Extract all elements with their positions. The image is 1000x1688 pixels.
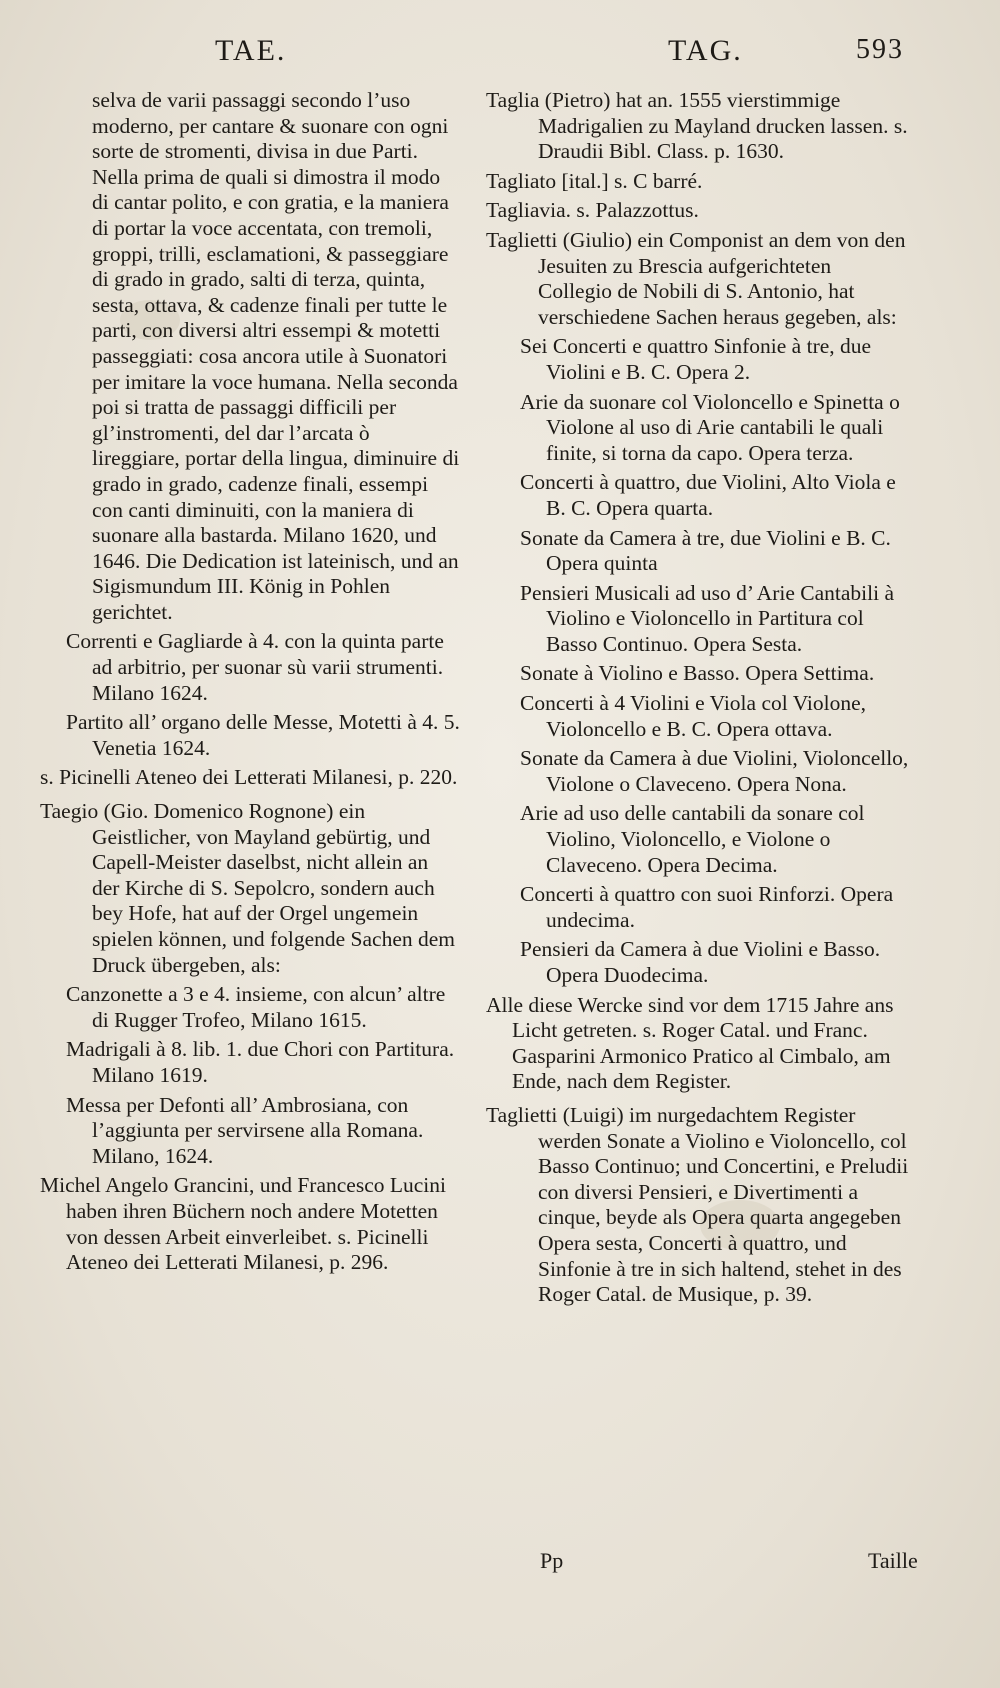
text-paragraph: Partito all’ organo delle Messe, Motetti à 4. 5. Venetia 1624. (66, 710, 460, 760)
text-paragraph: Alle diese Wercke sind vor dem 1715 Jahre ans Licht getreten. s. Roger Catal. und Franc. Gasparini Armonico Pratico al Cimbalo, am Ende, nach dem Register. (486, 992, 894, 1094)
text-paragraph: Concerti à 4 Violini e Viola col Violone, Violoncello e B. C. Opera ottava. (520, 691, 867, 741)
text-paragraph: Taglia (Pietro) hat an. 1555 vierstimmige Madrigalien zu Mayland drucken lassen. s. Draudii Bibl. Class. p. 1630. (486, 88, 908, 164)
text-paragraph: Taglietti (Luigi) im nurgedachtem Register werden Sonate a Violino e Violoncello, col Basso Continuo; und Concertini, e Preludii con diversi Pensieri, e Divertimenti a cinque, beyde als Opera quarta angegeben Opera sesta, Concerti à quattro, und Sinfonie à tre in sich haltend, stehet in des Roger Catal. de Musique, p. 39. (486, 1102, 909, 1307)
right-column-heading: TAG. (668, 34, 743, 67)
text-paragraph: Michel Angelo Grancini, und Francesco Lucini haben ihren Büchern noch andere Motetten von dessen Arbeit einverleibet. s. Picinelli Ateneo dei Letterati Milanesi, p. 296. (40, 1173, 447, 1275)
text-paragraph: Taegio (Gio. Domenico Rognone) ein Geistlicher, von Mayland gebürtig, und Capell-Meister daselbst, nicht allein an der Kirche di S. Sepolcro, sondern auch bey Hofe, hat auf der Orgel ungemein spielen können, und folgende Sachen dem Druck übergeben, als: (40, 799, 456, 977)
text-paragraph: Concerti à quattro, due Violini, Alto Viola e B. C. Opera quarta. (520, 470, 896, 520)
signature-mark: Pp (540, 1548, 564, 1573)
text-paragraph: Sei Concerti e quattro Sinfonie à tre, due Violini e B. C. Opera 2. (520, 334, 872, 384)
running-header (0, 34, 1000, 74)
text-paragraph: Tagliato [ital.] s. C barré. (486, 168, 703, 193)
text-paragraph: selva de varii passaggi secondo l’uso moderno, per cantare & suonare con ogni sorte de stromenti, divisa in due Parti. Nella prima de quali si dimostra il modo di cantar polito, e con gratia, e la maniera di portar la voce accentata, con tremoli, groppi, trilli, esclamationi, & passeggiare di grado in grado, salti di terza, quinta, sesta, ottava, & cadenze finali per tutte le parti, con diversi altri essempi & motetti passeggiati: cosa ancora utile à Suonatori per imitare la voce humana. Nella seconda poi si tratta de passaggi difficili per gl’instromenti, del dar l’arcata ò lireggiare, portar della lingua, diminuire di grado in grado, cadenze finali, essempi con canti diminuiti, con la maniera di suonare alla bastarda. Milano 1620, und 1646. Die Dedication ist lateinisch, und an Sigismundum III. König in Pohlen gerichtet. (92, 88, 460, 624)
text-paragraph: Taglietti (Giulio) ein Componist an dem von den Jesuiten zu Brescia aufgerichteten Collegio de Nobili di S. Antonio, hat verschiedene Sachen heraus gegeben, als: (486, 227, 906, 329)
text-paragraph: Pensieri da Camera à due Violini e Basso. Opera Duodecima. (520, 937, 881, 987)
text-paragraph: Canzonette a 3 e 4. insieme, con alcun’ altre di Rugger Trofeo, Milano 1615. (66, 982, 446, 1032)
catchword: Taille (868, 1548, 918, 1573)
text-paragraph: Concerti à quattro con suoi Rinforzi. Opera undecima. (520, 882, 894, 932)
text-paragraph: Arie ad uso delle cantabili da sonare col Violino, Violoncello, e Violone o Claveceno. Opera Decima. (520, 801, 865, 877)
left-column (40, 88, 460, 1280)
page-number: 593 (856, 34, 904, 65)
text-paragraph: Messa per Defonti all’ Ambrosiana, con l’aggiunta per servirsene alla Romana. Milano, 1624. (66, 1092, 424, 1168)
right-column (486, 88, 909, 1312)
text-paragraph: Correnti e Gagliarde à 4. con la quinta parte ad arbitrio, per suonar sù varii strumenti. Milano 1624. (66, 629, 444, 705)
text-paragraph: Arie da suonare col Violoncello e Spinetta o Violone al uso di Arie cantabili le quali finite, si torna da capo. Opera terza. (520, 389, 900, 465)
text-paragraph: Tagliavia. s. Palazzottus. (486, 198, 699, 223)
text-paragraph: Pensieri Musicali ad uso d’ Arie Cantabili à Violino e Violoncello in Partitura col Basso Continuo. Opera Sesta. (520, 580, 894, 656)
text-paragraph: Sonate da Camera à due Violini, Violoncello, Violone o Claveceno. Opera Nona. (520, 746, 909, 796)
text-paragraph: Sonate à Violino e Basso. Opera Settima. (520, 661, 875, 686)
text-paragraph: Madrigali à 8. lib. 1. due Chori con Partitura. Milano 1619. (66, 1037, 455, 1087)
left-column-heading: TAE. (215, 34, 287, 67)
text-paragraph: Sonate da Camera à tre, due Violini e B. C. Opera quinta (520, 525, 891, 576)
text-paragraph: s. Picinelli Ateneo dei Letterati Milanesi, p. 220. (40, 765, 458, 790)
